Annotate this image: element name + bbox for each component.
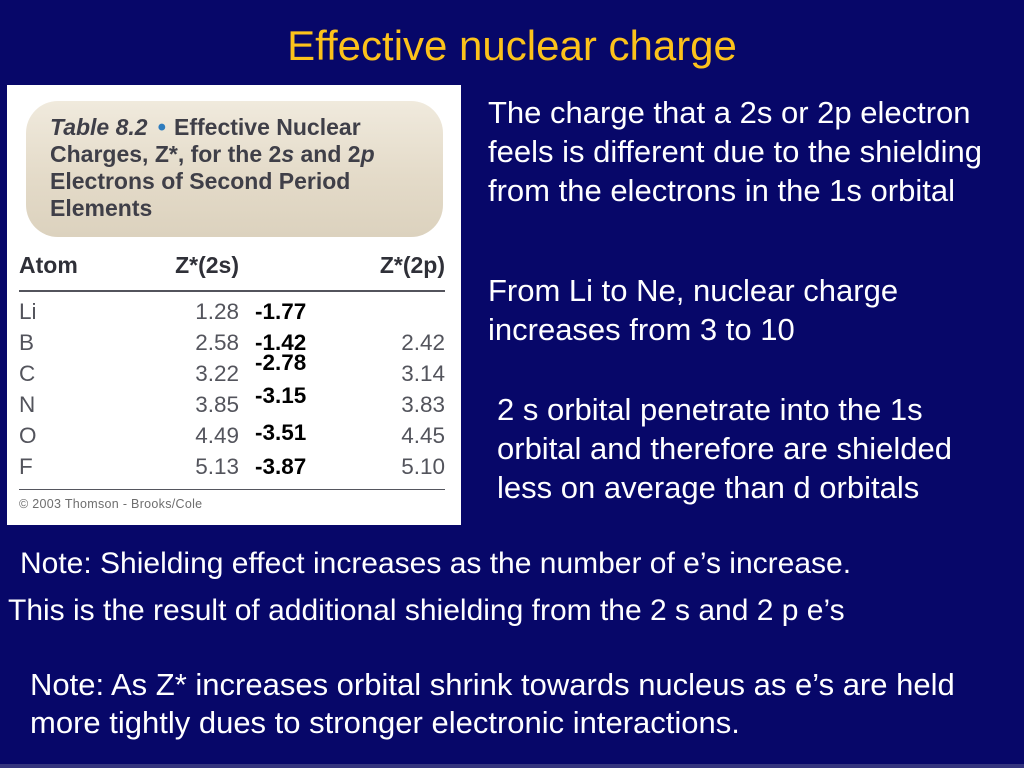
column-header-z2p: Z*(2p) — [379, 252, 445, 278]
z2s-cell: 3.22 — [195, 361, 239, 386]
table-row — [19, 299, 445, 330]
table-row — [19, 383, 445, 423]
table-row — [19, 454, 445, 485]
caption-lead: Table 8.2 — [50, 114, 148, 140]
table-row — [19, 350, 445, 392]
caption-text-2: and 2 — [294, 141, 361, 167]
z2s-cell: 1.28 — [195, 299, 239, 324]
table-body — [19, 299, 445, 485]
header-divider — [19, 290, 445, 292]
annotation-cell: -1.77 — [255, 299, 307, 324]
z2s-cell: 4.49 — [195, 423, 239, 448]
note-orbital-shrink: Note: As Z* increases orbital shrink towards nucleus as e’s are held more tightly dues to stronger electronic interactions. — [30, 667, 955, 740]
atom-cell: O — [19, 423, 37, 448]
annotation-cell: -3.15 — [255, 383, 307, 408]
note-additional-shielding: This is the result of additional shielding from the 2 s and 2 p e’s — [8, 594, 845, 627]
atom-cell: F — [19, 454, 33, 479]
note-shielding-effect: Note: Shielding effect increases as the number of e’s increase. — [20, 547, 852, 580]
copyright-text: © 2003 Thomson - Brooks/Cole — [19, 497, 203, 511]
z2p-cell: 3.14 — [401, 361, 445, 386]
caption-2s-italic: s — [281, 141, 295, 167]
caption-2p-italic: p — [360, 141, 375, 167]
table-row — [19, 420, 445, 454]
z2s-cell: 2.58 — [195, 330, 239, 355]
atom-cell: N — [19, 392, 36, 417]
caption-text-3: Electrons of Second Period Elements — [50, 168, 351, 221]
column-header-atom: Atom — [19, 252, 78, 278]
caption-bullet-icon: • — [157, 114, 166, 141]
annotation-cell: -3.51 — [255, 420, 307, 445]
page-title: Effective nuclear charge — [287, 22, 737, 69]
paragraph-shielding: The charge that a 2s or 2p electron feels is different due to the shielding from the electrons in the 1s orbital — [488, 95, 983, 208]
slide-bottom-edge — [0, 764, 1024, 768]
table-header-row — [19, 252, 445, 279]
z2p-cell: 3.83 — [401, 392, 445, 417]
table-row — [19, 330, 445, 361]
atom-cell: B — [19, 330, 35, 355]
annotation-cell: -1.42 — [255, 330, 307, 355]
annotation-cell: -3.87 — [255, 454, 307, 479]
table-figure — [7, 85, 461, 525]
z2p-cell: 2.42 — [401, 330, 445, 355]
column-header-z2s: Z*(2s) — [175, 252, 239, 278]
table-bottom-divider — [19, 489, 445, 490]
annotation-cell: -2.78 — [255, 350, 307, 375]
z2s-cell: 3.85 — [195, 392, 239, 417]
z2p-cell: 5.10 — [401, 454, 445, 479]
atom-cell: Li — [19, 299, 37, 324]
atom-cell: C — [19, 361, 36, 386]
caption-text: Effective Nuclear Charges, Z*, for the 2 — [50, 114, 361, 167]
paragraph-nuclear-charge: From Li to Ne, nuclear charge increases from 3 to 10 — [488, 273, 899, 347]
z2s-cell: 5.13 — [195, 454, 239, 479]
paragraph-penetration: 2 s orbital penetrate into the 1s orbital and therefore are shielded less on average than d orbitals — [497, 392, 952, 505]
table-caption — [26, 101, 443, 237]
z2p-cell: 4.45 — [401, 423, 445, 448]
